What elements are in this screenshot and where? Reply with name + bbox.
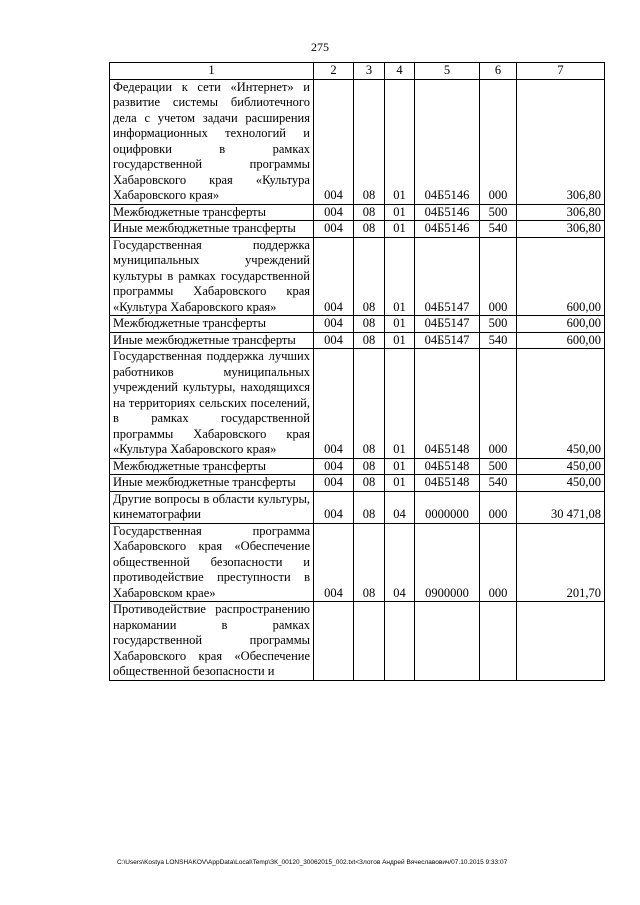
row-expense-type [480,602,517,681]
row-section-code: 08 [354,204,385,221]
row-subsection-code: 01 [385,458,415,475]
header-col-2: 2 [314,63,354,80]
row-subsection-code [385,602,415,681]
row-amount [517,602,605,681]
row-amount: 450,00 [517,458,605,475]
row-name: Межбюджетные трансферты [110,204,314,221]
row-name: Государственная поддержка муниципальных учреждений культуры в рамках государственной программы Хабаровского края «Культура Хабаровского края» [110,237,314,316]
row-name: Межбюджетные трансферты [110,316,314,333]
row-ministry-code: 004 [314,475,354,492]
row-target-code: 04Б5146 [415,79,480,204]
table-row [110,79,605,204]
row-name: Иные межбюджетные трансферты [110,221,314,238]
table-row [110,523,605,602]
row-ministry-code: 004 [314,79,354,204]
header-col-4: 4 [385,63,415,80]
row-section-code: 08 [354,79,385,204]
header-row [110,63,605,80]
row-ministry-code: 004 [314,491,354,523]
header-col-6: 6 [480,63,517,80]
header-col-3: 3 [354,63,385,80]
budget-table [109,62,605,681]
row-expense-type: 540 [480,475,517,492]
table-row [110,316,605,333]
row-target-code [415,602,480,681]
row-amount: 600,00 [517,237,605,316]
row-expense-type: 000 [480,523,517,602]
row-expense-type: 500 [480,204,517,221]
row-ministry-code: 004 [314,221,354,238]
row-ministry-code: 004 [314,458,354,475]
table-row [110,602,605,681]
row-subsection-code: 04 [385,523,415,602]
row-amount: 306,80 [517,204,605,221]
row-ministry-code: 004 [314,349,354,459]
row-expense-type: 540 [480,221,517,238]
row-section-code [354,602,385,681]
row-target-code: 04Б5147 [415,237,480,316]
table-row [110,458,605,475]
table-row [110,237,605,316]
row-section-code: 08 [354,316,385,333]
row-target-code: 04Б5147 [415,332,480,349]
row-name: Противодействие распространению наркомании в рамках государственной программы Хабаровского края «Обеспечение общественной безопасности и [110,602,314,681]
row-target-code: 04Б5147 [415,316,480,333]
row-subsection-code: 01 [385,237,415,316]
row-ministry-code: 004 [314,316,354,333]
row-expense-type: 000 [480,349,517,459]
row-expense-type: 540 [480,332,517,349]
row-subsection-code: 01 [385,316,415,333]
row-target-code: 04Б5148 [415,475,480,492]
table-row [110,204,605,221]
row-ministry-code: 004 [314,332,354,349]
row-target-code: 0900000 [415,523,480,602]
row-name: Межбюджетные трансферты [110,458,314,475]
table-row [110,332,605,349]
row-subsection-code: 01 [385,221,415,238]
row-amount: 30 471,08 [517,491,605,523]
header-col-5: 5 [415,63,480,80]
table-row [110,491,605,523]
row-amount: 450,00 [517,349,605,459]
row-section-code: 08 [354,332,385,349]
row-subsection-code: 01 [385,475,415,492]
row-section-code: 08 [354,458,385,475]
row-subsection-code: 01 [385,79,415,204]
table-row [110,221,605,238]
row-ministry-code: 004 [314,204,354,221]
row-subsection-code: 04 [385,491,415,523]
row-section-code: 08 [354,475,385,492]
row-section-code: 08 [354,523,385,602]
header-col-7: 7 [517,63,605,80]
row-name: Государственная программа Хабаровского края «Обеспечение общественной безопасности и противодействие преступности в Хабаровском крае» [110,523,314,602]
row-section-code: 08 [354,221,385,238]
row-target-code: 04Б5148 [415,349,480,459]
row-section-code: 08 [354,237,385,316]
row-name: Иные межбюджетные трансферты [110,332,314,349]
row-amount: 600,00 [517,332,605,349]
row-name: Федерации к сети «Интернет» и развитие системы библиотечного дела с учетом задачи расширения информационных технологий и оцифровки в рамках государственной программы Хабаровского края «Культура Хабаровского края» [110,79,314,204]
row-target-code: 0000000 [415,491,480,523]
row-amount: 306,80 [517,221,605,238]
row-expense-type: 500 [480,316,517,333]
file-path-footer: C:\Users\Kostya LONSHAKOV\AppData\Local\Temp\ЗК_00120_30062015_002.txt<Злотов Андрей Вячеславович/07.10.2015 9:33:07 [117,859,508,866]
row-expense-type: 000 [480,237,517,316]
header-col-1: 1 [110,63,314,80]
row-amount: 600,00 [517,316,605,333]
row-section-code: 08 [354,349,385,459]
table-row [110,349,605,459]
row-name: Государственная поддержка лучших работников муниципальных учреждений культуры, находящихся на территориях сельских поселений, в рамках государственной программы Хабаровского края «Культура Хабаровского края» [110,349,314,459]
row-amount: 201,70 [517,523,605,602]
table-row [110,475,605,492]
row-amount: 450,00 [517,475,605,492]
row-subsection-code: 01 [385,204,415,221]
row-target-code: 04Б5148 [415,458,480,475]
row-target-code: 04Б5146 [415,221,480,238]
row-ministry-code: 004 [314,523,354,602]
row-expense-type: 000 [480,79,517,204]
row-subsection-code: 01 [385,349,415,459]
page-number: 275 [311,40,329,54]
row-section-code: 08 [354,491,385,523]
row-name: Иные межбюджетные трансферты [110,475,314,492]
row-subsection-code: 01 [385,332,415,349]
row-target-code: 04Б5146 [415,204,480,221]
row-expense-type: 000 [480,491,517,523]
row-name: Другие вопросы в области культуры, кинематографии [110,491,314,523]
row-expense-type: 500 [480,458,517,475]
row-ministry-code: 004 [314,237,354,316]
row-amount: 306,80 [517,79,605,204]
row-ministry-code [314,602,354,681]
